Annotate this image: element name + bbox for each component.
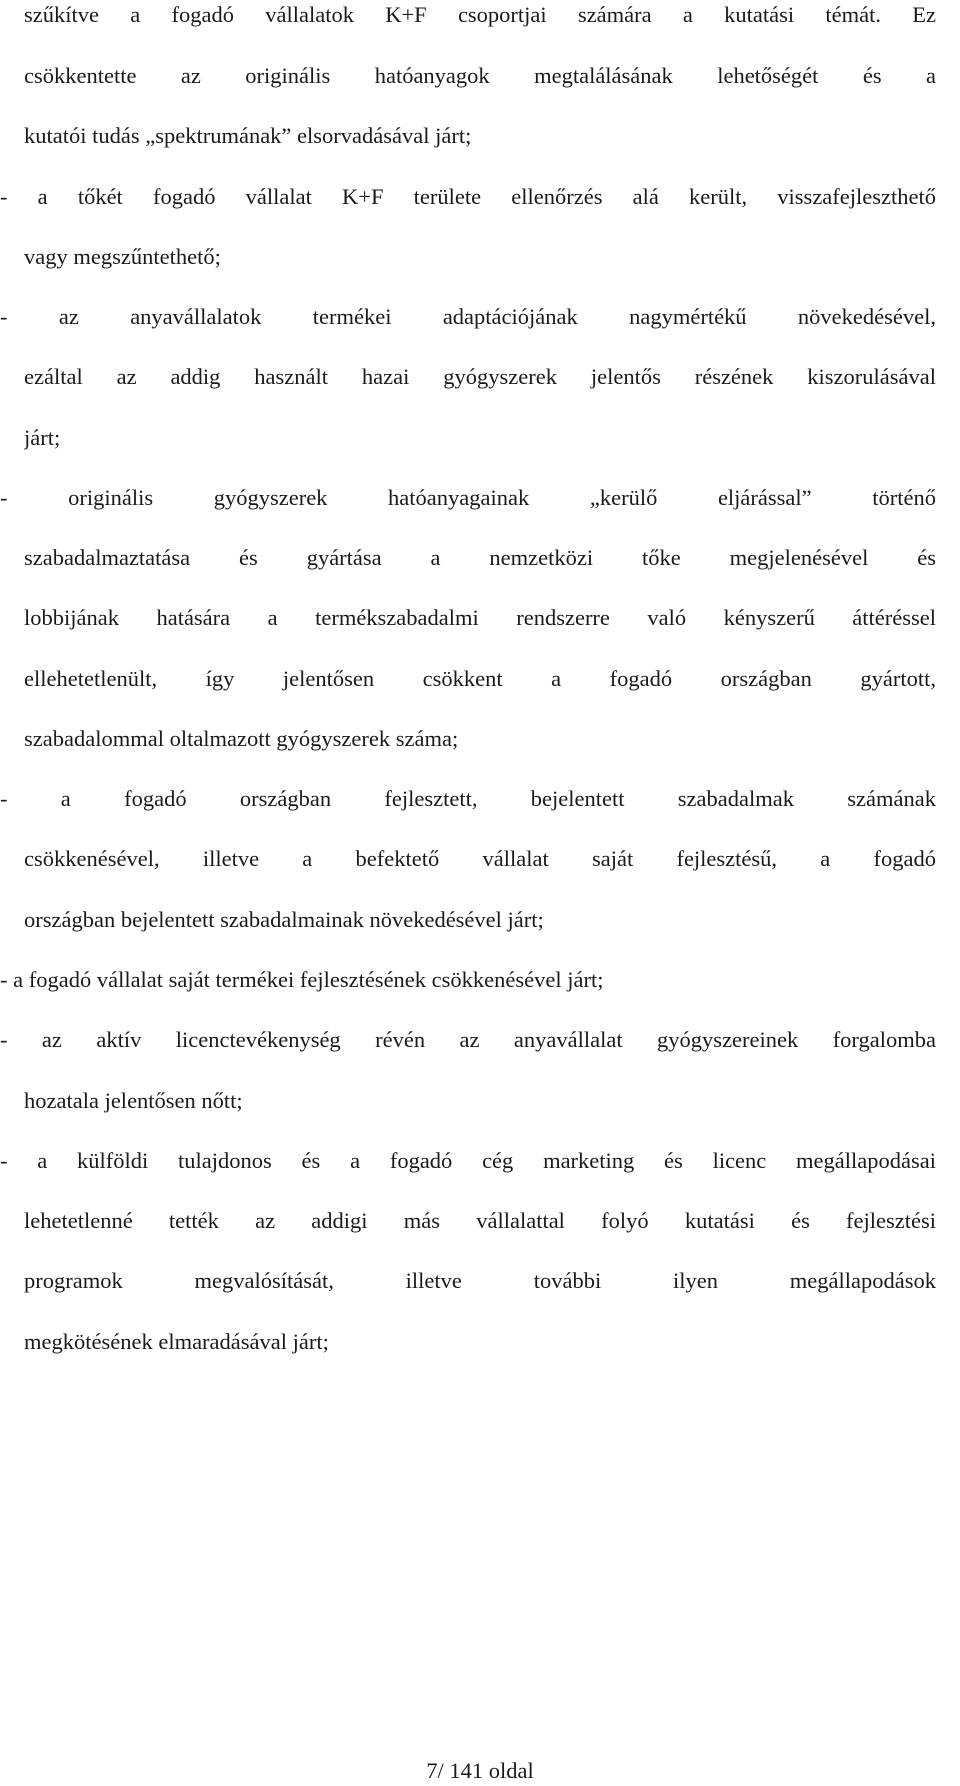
text-line: kutatói tudás „spektrumának” elsorvadásával járt;	[24, 123, 472, 148]
page-number: 7/ 141 oldal	[426, 1758, 534, 1783]
text-line: hozatala jelentősen nőtt;	[24, 1088, 243, 1113]
text-line: szabadalommal oltalmazott gyógyszerek száma;	[24, 726, 459, 751]
text-line: ellehetetlenült, így jelentősen csökkent a fogadó országban gyártott,	[24, 666, 936, 691]
list-item-line: - originális gyógyszerek hatóanyagainak „kerülő eljárással” történő	[0, 485, 936, 510]
text-line: lehetetlenné tették az addigi más vállalattal folyó kutatási és fejlesztési	[24, 1208, 936, 1233]
text-line: lobbijának hatására a termékszabadalmi rendszerre való kényszerű áttéréssel	[24, 605, 936, 630]
text-line: vagy megszűntethető;	[24, 244, 221, 269]
text-line: programok megvalósítását, illetve további ilyen megállapodások	[24, 1268, 936, 1293]
text-line: ezáltal az addig használt hazai gyógyszerek jelentős részének kiszorulásával	[24, 364, 936, 389]
text-line: szabadalmaztatása és gyártása a nemzetközi tőke megjelenésével és	[24, 545, 936, 570]
text-line: járt;	[24, 425, 61, 450]
list-item-line: - a fogadó országban fejlesztett, bejelentett szabadalmak számának	[0, 786, 936, 811]
list-item-line: - a tőkét fogadó vállalat K+F területe ellenőrzés alá került, visszafejleszthető	[0, 184, 936, 209]
list-item-line: - a külföldi tulajdonos és a fogadó cég marketing és licenc megállapodásai	[0, 1148, 936, 1173]
list-item-line: - az aktív licenctevékenység révén az anyavállalat gyógyszereinek forgalomba	[0, 1027, 936, 1052]
text-line: megkötésének elmaradásával járt;	[24, 1329, 329, 1354]
text-line: csökkenésével, illetve a befektető vállalat saját fejlesztésű, a fogadó	[24, 846, 936, 871]
text-line: csökkentette az originális hatóanyagok megtalálásának lehetőségét és a	[24, 63, 936, 88]
text-line: országban bejelentett szabadalmainak növekedésével járt;	[24, 907, 544, 932]
list-item-line: - az anyavállalatok termékei adaptációjának nagymértékű növekedésével,	[0, 304, 936, 329]
text-line: szűkítve a fogadó vállalatok K+F csoportjai számára a kutatási témát. Ez	[24, 2, 936, 27]
list-item-line: - a fogadó vállalat saját termékei fejlesztésének csökkenésével járt;	[0, 967, 604, 992]
